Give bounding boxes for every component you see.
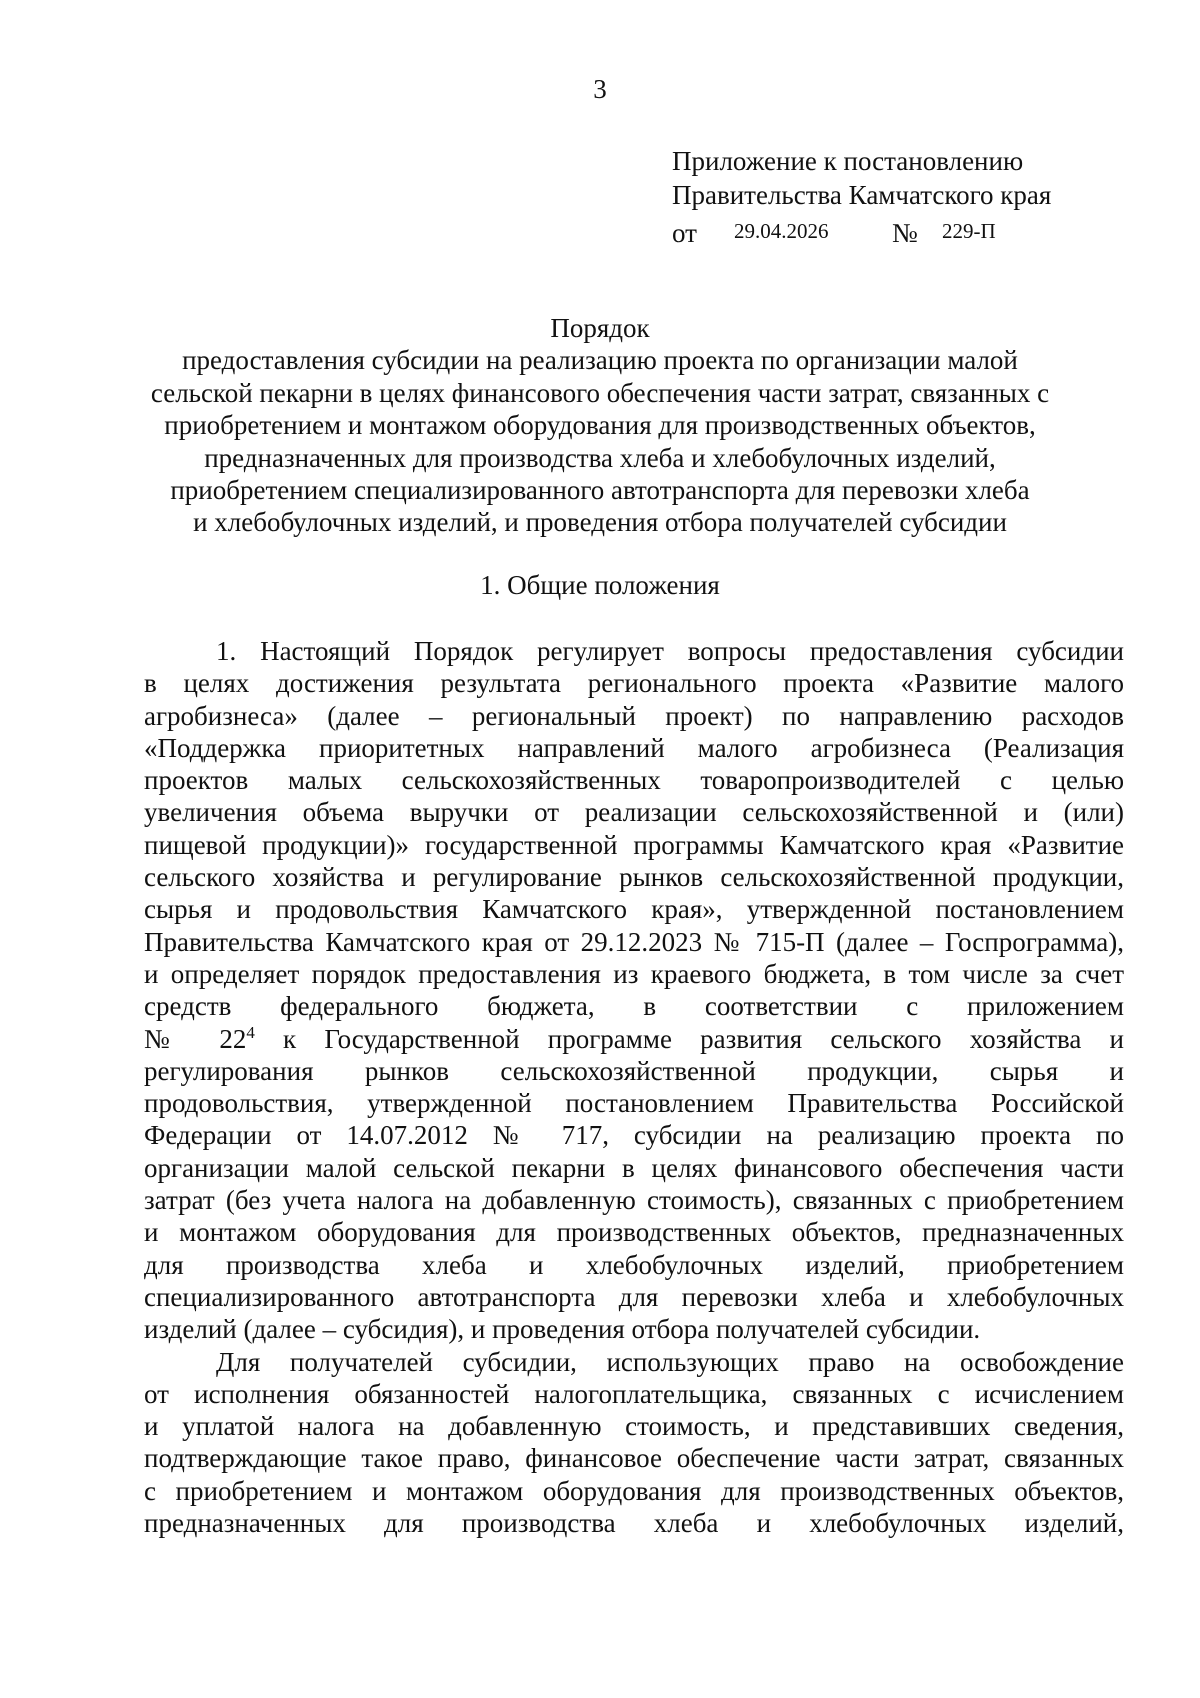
text-line: Федерации от 14.07.2012 № 717, субсидии на реализацию проекта по [144,1120,1124,1151]
text-line: продовольствия, утвержденной постановлением Правительства Российской [144,1088,1124,1119]
paragraph-1 [144,635,1124,1346]
from-label: от [672,218,697,248]
appendix-line-1: Приложение к постановлению [672,146,1024,176]
text-line: 1. Настоящий Порядок регулирует вопросы предоставления субсидии [216,636,1124,666]
text-line: агробизнеса» (далее – региональный проект) по направлению расходов [144,700,1124,731]
text-line: средств федерального бюджета, в соответствии с приложением [144,991,1124,1022]
title-line: сельской пекарни в целях финансового обеспечения части затрат, связанных с [150,377,1050,408]
title-line: приобретением специализированного автотранспорта для перевозки хлеба [170,475,1030,506]
title-heading: Порядок [550,313,650,343]
text-line: и уплатой налога на добавленную стоимость, и представивших сведения, [144,1411,1124,1442]
resolution-number: 229-П [942,219,996,243]
text-line: в целях достижения результата регионального проекта «Развитие малого [144,668,1124,699]
text-line: и определяет порядок предоставления из краевого бюджета, в том числе за счет [144,958,1124,989]
text-line: для производства хлеба и хлебобулочных изделий, приобретением [144,1249,1124,1280]
paragraph-2 [144,1346,1124,1540]
text-line: увеличения объема выручки от реализации сельскохозяйственной и (или) [144,797,1124,828]
text-line: сырья и продовольствия Камчатского края», утвержденной постановлением [144,894,1124,925]
text-line: Для получателей субсидии, использующих право на освобождение [216,1346,1124,1377]
text-line: и монтажом оборудования для производственных объектов, предназначенных [144,1217,1124,1248]
text-line: предназначенных для производства хлеба и хлебобулочных изделий, [144,1508,1124,1539]
title-line: предназначенных для производства хлеба и хлебобулочных изделий, [204,442,996,473]
text-line: пищевой продукции)» государственной программы Камчатского края «Развитие [144,829,1124,860]
number-label: № [892,218,918,248]
title-line: приобретением и монтажом оборудования для производственных объектов, [164,410,1036,441]
appendix-date-row [672,214,1051,250]
text-line: «Поддержка приоритетных направлений малого агробизнеса (Реализация [144,732,1124,763]
text-line: с приобретением и монтажом оборудования для производственных объектов, [144,1475,1124,1506]
resolution-date: 29.04.2026 [734,219,829,243]
text-line: изделий (далее – субсидия), и проведения отбора получателей субсидии. [144,1314,981,1345]
text-line: специализированного автотранспорта для перевозки хлеба и хлебобулочных [144,1281,1124,1312]
annex-number: № 22 [144,1023,247,1054]
text-line: сельского хозяйства и регулирование рынков сельскохозяйственной продукции, [144,862,1124,893]
title-line: и хлебобулочных изделий, и проведения отбора получателей субсидии [193,507,1007,538]
text-line-rest: к Государственной программе развития сельского хозяйства и [254,1023,1125,1054]
body-text [144,635,1124,1539]
appendix-line-2: Правительства Камчатского края [672,180,1052,210]
document-title [130,312,1070,539]
text-line: организации малой сельской пекарни в целях финансового обеспечения части [144,1152,1124,1183]
annex-superscript: 4 [246,1022,255,1042]
text-line: подтверждающие такое право, финансовое обеспечение части затрат, связанных [144,1443,1124,1474]
appendix-block [672,144,1051,250]
text-line: проектов малых сельскохозяйственных товаропроизводителей с целью [144,765,1124,796]
text-line-with-superscript [144,1023,1124,1055]
text-line: от исполнения обязанностей налогоплательщика, связанных с исчислением [144,1378,1124,1409]
title-line: предоставления субсидии на реализацию проекта по организации малой [182,345,1018,376]
text-line: регулирования рынков сельскохозяйственной продукции, сырья и [144,1055,1124,1086]
text-line: затрат (без учета налога на добавленную стоимость), связанных с приобретением [144,1185,1124,1216]
page-number: 3 [593,74,607,104]
text-line: Правительства Камчатского края от 29.12.2023 № 715-П (далее – Госпрограмма), [144,926,1124,957]
section-heading: 1. Общие положения [480,570,720,600]
